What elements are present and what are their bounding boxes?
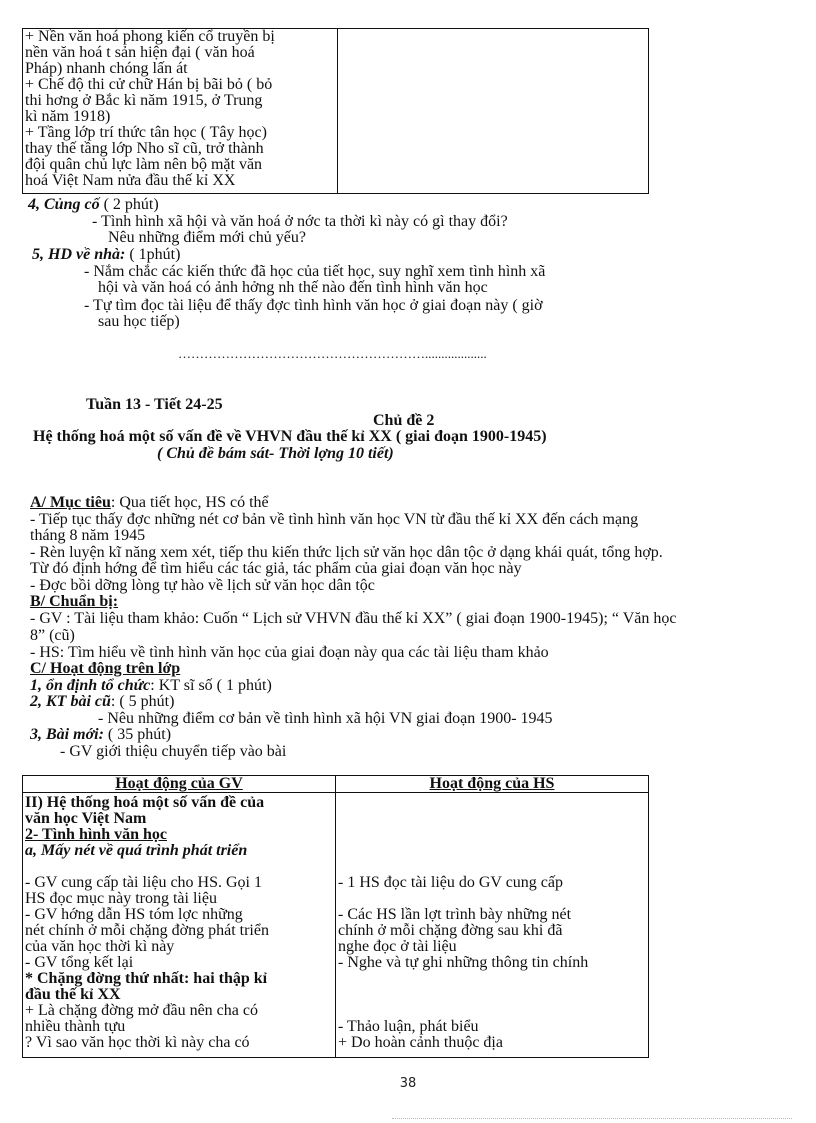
- section-a-heading-line: [30, 495, 269, 511]
- section-c-heading: C/ Hoạt động trên lớp: [30, 660, 181, 677]
- gv-line: - GV cung cấp tài liệu cho HS. Gọi 1: [25, 874, 262, 891]
- footer-divider: [392, 1118, 792, 1119]
- gv-line: ? Vì sao văn học thời kì này cha có: [25, 1034, 250, 1051]
- consolidation-heading: 4, Củng cố: [28, 196, 100, 213]
- hs-line: [338, 891, 648, 907]
- hs-line: [338, 1003, 648, 1019]
- item-text: ( 35 phút): [103, 726, 172, 743]
- text-line: thi hơng ở Bắc kì năm 1915, ở Trung: [25, 92, 263, 109]
- hs-line: [338, 843, 648, 859]
- consolidation-heading-line: [28, 197, 159, 213]
- hs-line: - Nghe và tự ghi những thông tin chính: [338, 954, 589, 971]
- text-line: + Nền văn hoá phong kiến cổ truyền bị: [25, 28, 275, 45]
- consolidation-time: ( 2 phút): [99, 196, 159, 213]
- gv-line: văn học Việt Nam: [25, 810, 147, 827]
- section-c-item: [30, 727, 171, 743]
- section-b-text: - GV : Tài liệu tham khảo: Cuốn “ Lịch sử VHVN đầu thế kỉ XX” ( giai đoạn 1900-1945); “ Văn học: [30, 610, 677, 627]
- gv-line: nét chính ở mỗi chặng đờng phát triển: [25, 922, 269, 939]
- homework-item: sau học tiếp): [98, 313, 180, 330]
- section-a-heading: A/ Mục tiêu: [30, 494, 111, 511]
- hs-line: [338, 811, 648, 827]
- gv-line: của văn học thời kì này: [25, 938, 175, 955]
- section-c-detail: - Nêu những điểm cơ bản về tình hình xã hội VN giai đoạn 1900- 1945: [98, 710, 553, 727]
- topic-note: ( Chủ đề bám sát- Thời lợng 10 tiết): [157, 445, 394, 462]
- continuation-left-cell: [23, 29, 338, 194]
- hs-line: [338, 795, 648, 811]
- text-line: + Tầng lớp trí thức tân học ( Tây học): [25, 124, 267, 141]
- gv-line: a, Mấy nét về quá trình phát triển: [25, 842, 248, 859]
- hs-line: [338, 971, 648, 987]
- gv-line: - GV hớng dẫn HS tóm lợc những: [25, 906, 243, 923]
- item-label: 3, Bài mới:: [30, 726, 104, 743]
- section-c-item: [30, 694, 174, 710]
- continuation-right-cell: [338, 29, 649, 194]
- text-line: đội quân chủ lực làm nên bộ mặt văn: [25, 156, 263, 173]
- item-label: 2, KT bài cũ: [30, 693, 111, 710]
- text-line: nền văn hoá t sản hiện đại ( văn hoá: [25, 44, 255, 61]
- gv-line: * Chặng đờng thứ nhất: hai thập kỉ: [25, 970, 268, 987]
- dotted-separator: …………………………………………………...................: [178, 346, 487, 361]
- text-line: + Chế độ thi cử chữ Hán bị bãi bỏ ( bỏ: [25, 76, 273, 93]
- hs-activity-cell: [336, 793, 649, 1058]
- section-b-text: - HS: Tìm hiểu về tình hình văn học của giai đoạn này qua các tài liệu tham khảo: [30, 644, 549, 661]
- gv-line: 2- Tình hình văn học: [25, 826, 167, 843]
- header-gv: Hoạt động của GV: [23, 776, 336, 793]
- section-a-text: tháng 8 năm 1945: [30, 527, 146, 544]
- consolidation-question: Nêu những điểm mới chủ yếu?: [108, 229, 306, 246]
- homework-item: hội và văn hoá có ảnh hởng nh thế nào đến tình hình văn học: [98, 279, 488, 296]
- hs-line: [338, 987, 648, 1003]
- hs-line: + Do hoàn cảnh thuộc địa: [338, 1034, 503, 1051]
- gv-line: + Là chặng đờng mở đầu nên cha có: [25, 1002, 258, 1019]
- text-line: Pháp) nhanh chóng lấn át: [25, 60, 188, 77]
- homework-item: - Tự tìm đọc tài liệu để thấy đợc tình hình văn học ở giai đoạn này ( giờ: [84, 297, 543, 314]
- item-text: : KT sĩ số ( 1 phút): [150, 677, 272, 694]
- section-a-text: - Đợc bồi dỡng lòng tự hào về lịch sử văn học dân tộc: [30, 577, 375, 594]
- hs-line: [338, 827, 648, 843]
- item-label: 1, ổn định tổ chức: [30, 677, 151, 694]
- consolidation-question: - Tình hình xã hội và văn hoá ở nớc ta thời kì này có gì thay đổi?: [92, 213, 508, 230]
- section-b-text: 8” (cũ): [30, 627, 75, 644]
- topic-title: Chủ đề 2: [373, 412, 435, 429]
- section-b-heading: B/ Chuẩn bị:: [30, 593, 119, 610]
- continuation-table: [22, 28, 649, 194]
- gv-line: - GV tổng kết lại: [25, 954, 134, 971]
- hs-line: - Các HS lần lợt trình bày những nét: [338, 906, 572, 923]
- section-a-text: - Tiếp tục thấy đợc những nét cơ bản về tình hình văn học VN từ đầu thế kỉ XX đến cách mạng: [30, 511, 639, 528]
- hs-line: [338, 859, 648, 875]
- gv-activity-cell: [23, 793, 336, 1058]
- topic-subtitle: Hệ thống hoá một số vấn đề về VHVN đầu thế kỉ XX ( giai đoạn 1900-1945): [33, 428, 547, 445]
- hs-line: - 1 HS đọc tài liệu do GV cung cấp: [338, 874, 563, 891]
- section-a-intro: : Qua tiết học, HS có thể: [110, 494, 269, 511]
- homework-heading-line: [32, 247, 180, 263]
- text-line: hoá Việt Nam nửa đầu thế kỉ XX: [25, 172, 236, 189]
- item-text: : ( 5 phút): [110, 693, 175, 710]
- homework-item: - Nắm chắc các kiến thức đã học của tiết học, suy nghĩ xem tình hình xã: [84, 263, 546, 280]
- text-line: thay thế tầng lớp Nho sĩ cũ, trở thành: [25, 140, 264, 157]
- hs-line: chính ở mỗi chặng đờng sau khi đã: [338, 922, 563, 939]
- section-c-item: [30, 678, 272, 694]
- activity-table: [22, 775, 649, 1058]
- gv-line: nhiều thành tựu: [25, 1018, 126, 1035]
- gv-line: [25, 859, 335, 875]
- header-hs: Hoạt động của HS: [336, 776, 649, 793]
- text-line: kì năm 1918): [25, 108, 111, 125]
- homework-time: ( 1phút): [125, 246, 181, 263]
- section-a-text: Từ đó định hớng để tìm hiểu các tác giả, tác phẩm của giai đoạn văn học này: [30, 560, 522, 577]
- week-label: Tuần 13 - Tiết 24-25: [86, 396, 223, 413]
- homework-heading: 5, HD về nhà:: [32, 246, 126, 263]
- section-c-detail: - GV giới thiệu chuyển tiếp vào bài: [60, 743, 287, 760]
- gv-line: HS đọc mục này trong tài liệu: [25, 890, 217, 907]
- gv-line: đầu thế kỉ XX: [25, 986, 121, 1003]
- section-a-text: - Rèn luyện kĩ năng xem xét, tiếp thu kiến thức lịch sử văn học dân tộc ở dạng khái quát, tổng hợp.: [30, 544, 663, 561]
- hs-line: nghe đọc ở tài liệu: [338, 938, 457, 955]
- gv-line: II) Hệ thống hoá một số vấn đề của: [25, 794, 265, 811]
- page-number: 38: [399, 1076, 417, 1091]
- hs-line: - Thảo luận, phát biểu: [338, 1018, 479, 1035]
